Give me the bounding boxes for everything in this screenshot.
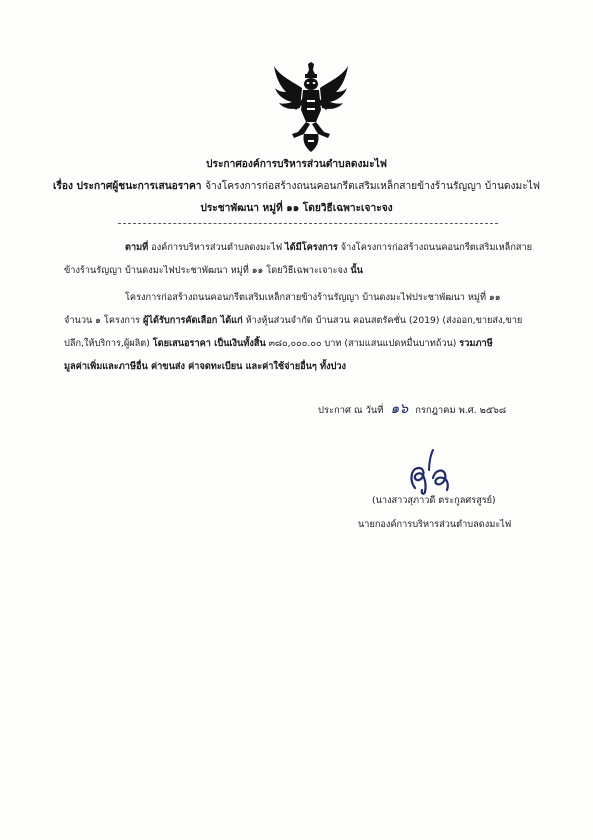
p2-line2-bold1: ผู้ได้รับการคัดเลือก ได้แก่ [143, 315, 243, 326]
signatory-name: (นางสาวสุภาวดี ตระกูลศรสูรย์) [372, 495, 496, 506]
announce-day: ๑๖ [390, 401, 409, 417]
paragraph2-line1: โครงการก่อสร้างถนนคอนกรีตเสริมเหล็กสายข้างร้านรัญญา บ้านดงมะไฟประชาพัฒนา หมู่ที่ ๑๑ [125, 292, 501, 303]
document-subject-line2: ประชาพัฒนา หมู่ที่ ๑๑ โดยวิธีเฉพาะเจาะจง [200, 203, 393, 214]
p2-line3-a: ปลีก,ให้บริการ,ผู้ผลิต) [64, 338, 150, 349]
announce-prefix: ประกาศ ณ วันที่ [318, 405, 384, 416]
p2-line3-b: ๓๘๐,๐๐๐.๐๐ บาท (สามแสนแปดหมื่นบาทถ้วน) [268, 338, 457, 349]
paragraph2-line4: มูลค่าเพิ่มและภาษีอื่น ค่าขนส่ง ค่าจดทะเบียน และค่าใช้จ่ายอื่นๆ ทั้งปวง [64, 361, 347, 372]
p2-line3-bold2: รวมภาษี [459, 338, 493, 349]
p2-line2-a: จำนวน ๑ โครงการ [64, 315, 141, 326]
paragraph2-line3 [64, 338, 493, 350]
announce-month-year: กรกฎาคม พ.ศ. ๒๕๖๘ [415, 405, 507, 416]
signatory-position: นายกองค์การบริหารส่วนตำบลดงมะไฟ [358, 519, 512, 530]
p1-line2-bold: นั้น [350, 265, 363, 276]
paragraph1-line1 [125, 242, 532, 254]
separator-line [118, 223, 498, 224]
p1-line2: ข้างร้านรัญญา บ้านดงมะไฟประชาพัฒนา หมู่ที่ ๑๑ โดยวิธีเฉพาะเจาะจง [64, 265, 348, 276]
p2-line3-bold1: โดยเสนอราคา เป็นเงินทั้งสิ้น [152, 338, 266, 349]
p1-text1: องค์การบริหารส่วนตำบลดงมะไฟ [151, 242, 283, 253]
paragraph2-line2 [64, 315, 522, 327]
document-subject [0, 178, 593, 194]
garuda-emblem-icon [272, 62, 350, 152]
document-agency-title: ประกาศองค์การบริหารส่วนตำบลดงมะไฟ [206, 159, 387, 170]
p1-bold1: ตามที่ [125, 242, 149, 253]
p2-line2-b: ห้างหุ้นส่วนจำกัด บ้านสวน คอนสตรัคชั่น (2019) (ส่งออก,ขายส่ง,ขาย [245, 315, 523, 326]
subject-text: จ้างโครงการก่อสร้างถนนคอนกรีตเสริมเหล็กสายข้างร้านรัญญา บ้านดงมะไฟ [205, 181, 541, 192]
announce-date [318, 398, 506, 420]
subject-label: เรื่อง ประกาศผู้ชนะการเสนอราคา [52, 181, 202, 192]
p1-text2: จ้างโครงการก่อสร้างถนนคอนกรีตเสริมเหล็กสาย [340, 242, 533, 253]
p1-bold2: ได้มีโครงการ [285, 242, 338, 253]
handwritten-signature [405, 448, 455, 496]
paragraph1-line2 [64, 265, 363, 277]
